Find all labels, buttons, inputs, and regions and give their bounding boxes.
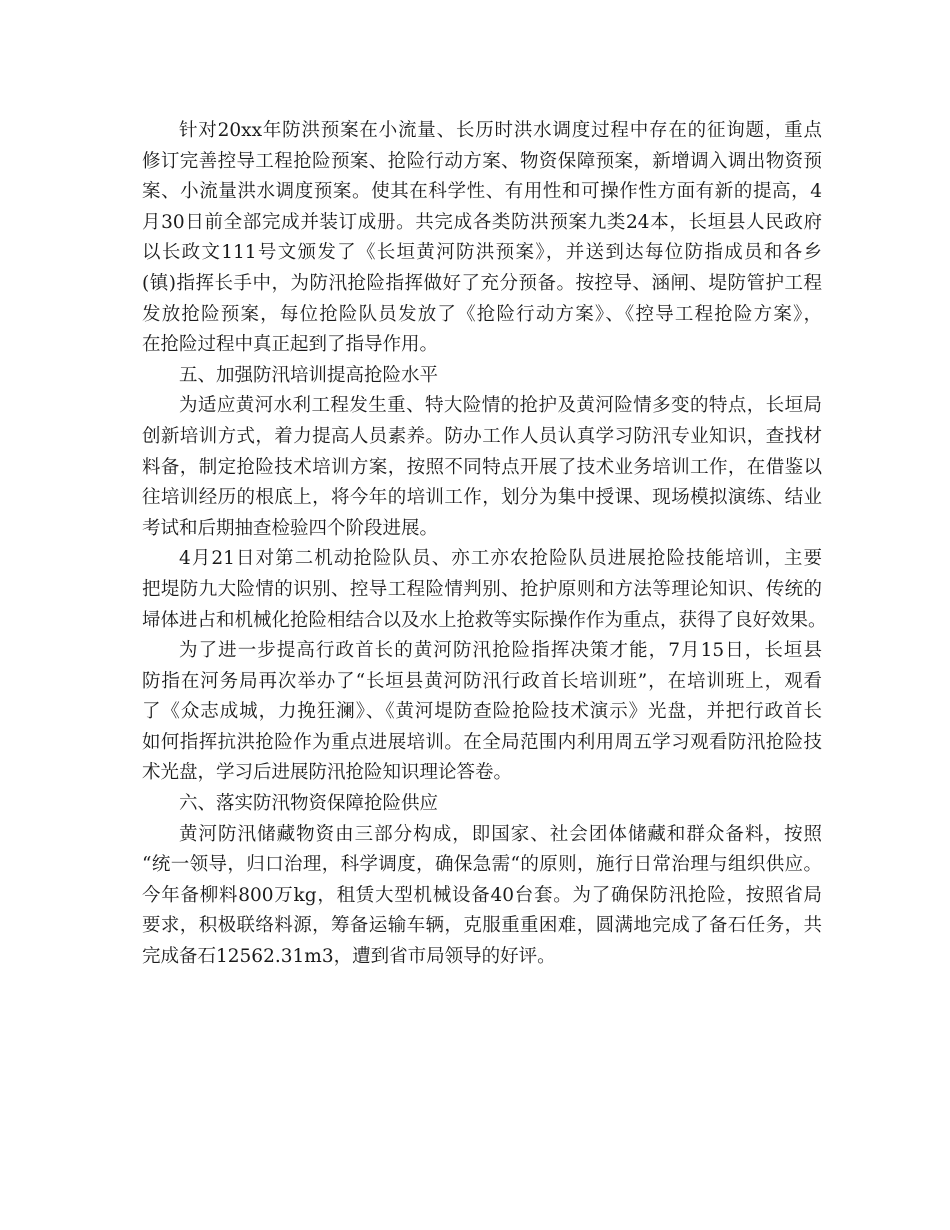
text-line: 发放抢险预案，每位抢险队员发放了《抢险行动方案》、《控导工程抢险方案》， (142, 303, 822, 325)
text-line: 要求，积极联络料源，筹备运输车辆，克服重重困难，圆满地完成了备石任务，共 (142, 915, 822, 937)
text-line: 完成备石12562.31m3，遭到省市局领导的好评。 (142, 946, 556, 968)
text-line: 针对20xx年防洪预案在小流量、长历时洪水调度过程中存在的征询题，重点 (179, 120, 822, 141)
text-line: 把堤防九大险情的识别、控导工程险情判别、抢护原则和方法等理论知识、传统的 (142, 578, 822, 600)
text-line: 今年备柳料800万kg，租赁大型机械设备40台套。为了确保防汛抢险，按照省局 (142, 884, 822, 906)
text-line: 在抢险过程中真正起到了指导作用。 (142, 334, 439, 356)
paragraph-leader-training (142, 636, 822, 789)
text-line: 黄河防汛储藏物资由三部分构成，即国家、社会团体储藏和群众备料，按照 (179, 823, 822, 845)
text-line: 为适应黄河水利工程发生重、特大险情的抢护及黄河险情多变的特点，长垣局 (179, 395, 822, 417)
text-line: 术光盘，学习后进展防汛抢险知识理论答卷。 (142, 762, 513, 784)
text-line: 4月21日对第二机动抢险队员、亦工亦农抢险队员进展抢险技能培训，主要 (179, 548, 822, 570)
section-heading-6: 六、落实防汛物资保障抢险供应 (179, 793, 439, 815)
paragraph-training-approach (142, 391, 822, 544)
text-line: “统一领导，归口治理，科学调度，确保急需“的原则，施行日常治理与组织供应。 (142, 854, 822, 876)
text-line: 修订完善控导工程抢险预案、抢险行动方案、物资保障预案，新增调入调出物资预 (142, 150, 822, 172)
text-line: 案、小流量洪水调度预案。使其在科学性、有用性和可操作性方面有新的提高，4 (142, 181, 822, 203)
text-line: 创新培训方式，着力提高人员素养。防办工作人员认真学习防汛专业知识，查找材 (142, 425, 822, 447)
paragraph-flood-plan (142, 116, 822, 361)
text-line: 如何指挥抗洪抢险作为重点进展培训。在全局范围内利用周五学习观看防汛抢险技 (142, 731, 822, 753)
paragraph-materials-supply (142, 820, 822, 973)
text-line: 防指在河务局再次举办了“长垣县黄河防汛行政首长培训班”，在培训班上，观看 (142, 670, 822, 692)
text-line: 埽体进占和机械化抢险相结合以及水上抢救等实际操作作为重点，获得了良好效果。 (142, 609, 827, 631)
text-line: 以长政文111号文颁发了《长垣黄河防洪预案》，并送到达每位防指成员和各乡 (142, 242, 822, 264)
section-heading-5: 五、加强防汛培训提高抢险水平 (179, 364, 439, 386)
text-line: 为了进一步提高行政首长的黄河防汛抢险指挥决策才能，7月15日，长垣县 (179, 640, 822, 662)
text-line: 料备，制定抢险技术培训方案，按照不同特点开展了技术业务培训工作，在借鉴以 (142, 456, 822, 478)
text-line: (镇)指挥长手中，为防汛抢险指挥做好了充分预备。按控导、涵闸、堤防管护工程 (142, 272, 822, 294)
text-line: 往培训经历的根底上，将今年的培训工作，划分为集中授课、现场模拟演练、结业 (142, 487, 822, 509)
text-line: 了《众志成城，力挽狂澜》、《黄河堤防查险抢险技术演示》光盘，并把行政首长 (142, 701, 822, 723)
document-body (142, 116, 827, 973)
paragraph-skills-training (142, 544, 827, 636)
text-line: 月30日前全部完成并装订成册。共完成各类防洪预案九类24本，长垣县人民政府 (142, 211, 822, 233)
text-line: 考试和后期抽查检验四个阶段进展。 (142, 517, 439, 539)
